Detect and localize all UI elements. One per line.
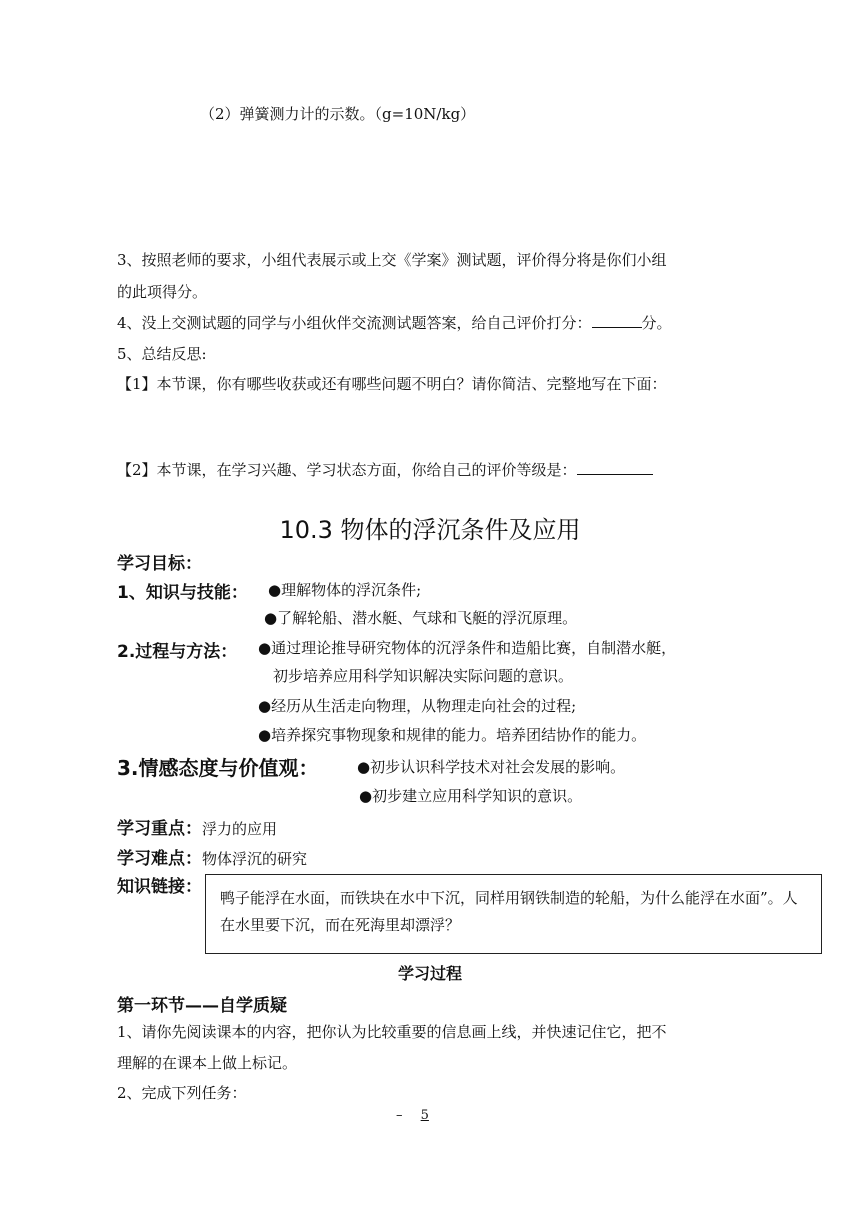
goal-3-item-b: ●初步建立应用科学知识的意识。 <box>359 787 583 805</box>
knowledge-link-box <box>205 874 822 954</box>
goal-1-label: 1、知识与技能： <box>117 583 248 603</box>
reflection-2 <box>117 459 653 480</box>
goal-1-item-a: ●理解物体的浮沉条件; <box>268 581 422 599</box>
goal-3-label: 3.情感态度与价值观： <box>117 756 319 780</box>
reflection-1: 【1】本节课，你有哪些收获或还有哪些问题不明白？请你简洁、完整地写在下面： <box>117 375 667 393</box>
item-4-text: 4、没上交测试题的同学与小组伙伴交流测试题答案，给自己评价打分： <box>117 314 592 332</box>
goal-2-item-a: ●通过理论推导研究物体的沉浮条件和造船比赛，自制潜水艇， <box>258 639 677 657</box>
grade-blank <box>577 460 653 475</box>
stage-1-heading: 第一环节——自学质疑 <box>117 996 287 1016</box>
difficulty-row <box>117 844 307 869</box>
item-4-unit: 分。 <box>641 314 672 332</box>
goal-3-item-a: ●初步认识科学技术对社会发展的影响。 <box>357 758 626 776</box>
footer-dash: – <box>396 1108 403 1123</box>
section-title: 10.3 物体的浮沉条件及应用 <box>279 516 581 544</box>
focus-row <box>117 814 277 839</box>
item-3-line1: 3、按照老师的要求，小组代表展示或上交《学案》测试题，评价得分将是你们小组 <box>117 251 667 269</box>
goal-1-item-b: ●了解轮船、潜水艇、气球和飞艇的浮沉原理。 <box>264 609 578 627</box>
item-3-line2: 的此项得分。 <box>117 283 208 301</box>
difficulty-value: 物体浮沉的研究 <box>202 850 308 868</box>
score-blank <box>592 313 642 328</box>
question-2: （2）弹簧测力计的示数。（g=10N/kg） <box>200 105 476 123</box>
stage-1-item-1-line2: 理解的在课本上做上标记。 <box>117 1054 298 1072</box>
process-heading: 学习过程 <box>397 964 462 983</box>
goal-2-item-a-cont: 初步培养应用科学知识解决实际问题的意识。 <box>273 667 574 685</box>
goal-2-label: 2.过程与方法： <box>117 642 238 662</box>
stage-1-item-1-line1: 1、请你先阅读课本的内容，把你认为比较重要的信息画上线，并快速记住它，把不 <box>117 1023 667 1041</box>
item-5: 5、总结反思: <box>117 345 207 363</box>
difficulty-label: 学习难点： <box>117 849 202 869</box>
stage-1-item-2: 2、完成下列任务： <box>117 1084 247 1102</box>
focus-value: 浮力的应用 <box>202 820 278 838</box>
page-number: 5 <box>420 1108 429 1123</box>
page-footer <box>396 1108 429 1123</box>
goal-2-item-b: ●经历从生活走向物理，从物理走向社会的过程; <box>258 697 577 715</box>
knowledge-link-text: 鸭子能浮在水面，而铁块在水中下沉，同样用钢铁制造的轮船，为什么能浮在水面”。人在水里要下沉，而在死海里却漂浮？ <box>220 889 798 934</box>
reflection-2-text: 【2】本节课，在学习兴趣、学习状态方面，你给自己的评价等级是： <box>117 461 577 479</box>
goals-heading: 学习目标： <box>117 554 202 574</box>
goal-2-item-c: ●培养探究事物现象和规律的能力。培养团结协作的能力。 <box>258 726 647 744</box>
item-4 <box>117 312 672 333</box>
knowledge-link-label: 知识链接： <box>117 877 202 897</box>
focus-label: 学习重点： <box>117 819 202 839</box>
